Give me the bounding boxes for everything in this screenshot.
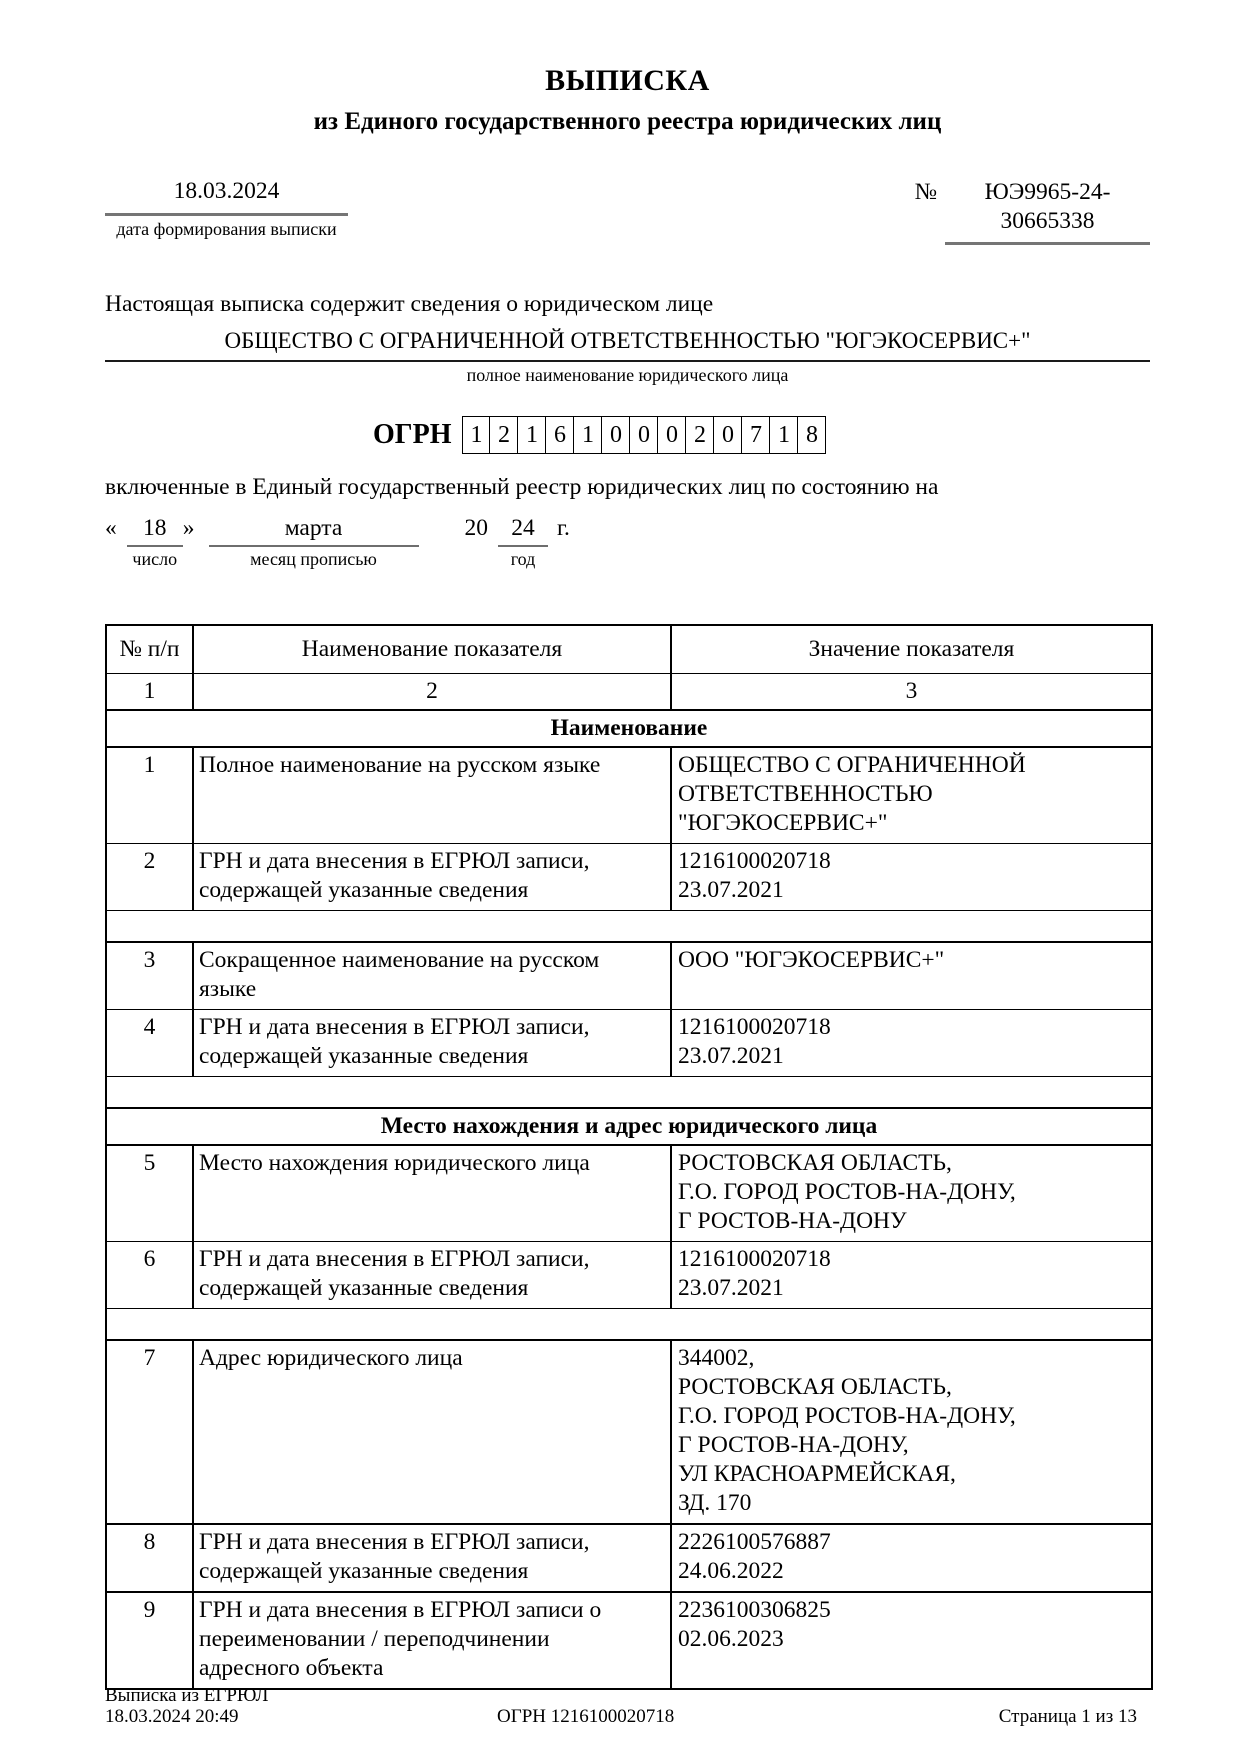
document-content: [105, 64, 1150, 1690]
spacer-cell: [106, 1309, 1152, 1341]
footer-generated-at: 18.03.2024 20:49: [105, 1706, 239, 1727]
table-spacer-row: [106, 1077, 1152, 1109]
colnum-1: 1: [106, 674, 193, 711]
row-number: 4: [106, 1010, 193, 1077]
value-line: 1216100020718: [678, 1014, 831, 1040]
as-of-year: 24: [498, 513, 548, 547]
table-row: [106, 1242, 1152, 1309]
table-row: [106, 844, 1152, 911]
ogrn-label: ОГРН: [373, 419, 452, 450]
company-name: ОБЩЕСТВО С ОГРАНИЧЕННОЙ ОТВЕТСТВЕННОСТЬЮ "ЮГЭКОСЕРВИС+": [105, 328, 1150, 362]
as-of-year-block: [498, 513, 548, 570]
table-colnum-row: [106, 674, 1152, 711]
value-line: Г.О. ГОРОД РОСТОВ-НА-ДОНУ,: [678, 1403, 1016, 1429]
value-line: 24.06.2022: [678, 1558, 784, 1584]
page-footer: [0, 1683, 1240, 1727]
company-name-caption: полное наименование юридического лица: [466, 365, 789, 385]
spacer-cell: [106, 1077, 1152, 1109]
row-label: Полное наименование на русском языке: [193, 747, 671, 844]
row-value: [671, 1524, 1152, 1592]
extract-number: [945, 178, 1150, 245]
table-section-row: [106, 1108, 1152, 1145]
as-of-year-caption: год: [510, 549, 536, 569]
table-row: [106, 1524, 1152, 1592]
intro-line: Настоящая выписка содержит сведения о юридическом лице: [105, 291, 714, 317]
value-line: 23.07.2021: [678, 1043, 784, 1069]
indicators-table-body: [106, 710, 1152, 1689]
row-number: 3: [106, 942, 193, 1010]
value-line: 23.07.2021: [678, 1275, 784, 1301]
table-row: [106, 1010, 1152, 1077]
row-value: [671, 1242, 1152, 1309]
table-row: [106, 1592, 1152, 1689]
table-row: [106, 1145, 1152, 1242]
as-of-month-block: [209, 513, 419, 570]
ogrn-digit-box: 8: [798, 416, 826, 454]
row-label: ГРН и дата внесения в ЕГРЮЛ записи, содержащей указанные сведения: [193, 1524, 671, 1592]
indicators-table: [105, 624, 1153, 1690]
row-number: 7: [106, 1340, 193, 1524]
as-of-day-caption: число: [132, 549, 178, 569]
document-subtitle: из Единого государственного реестра юридических лиц: [313, 108, 942, 135]
section-title: Место нахождения и адрес юридического лица: [106, 1108, 1152, 1145]
as-of-year-suffix: г.: [557, 515, 570, 541]
row-value: [671, 747, 1152, 844]
ogrn-digit-box: 0: [714, 416, 742, 454]
formation-date: 18.03.2024: [105, 178, 348, 216]
colnum-2: 2: [193, 674, 671, 711]
as-of-century: 20: [464, 515, 488, 541]
value-line: 02.06.2023: [678, 1626, 784, 1652]
row-label: Место нахождения юридического лица: [193, 1145, 671, 1242]
quote-close: »: [182, 515, 195, 541]
value-line: 344002,: [678, 1345, 755, 1371]
row-label: ГРН и дата внесения в ЕГРЮЛ записи, содержащей указанные сведения: [193, 844, 671, 911]
row-number: 5: [106, 1145, 193, 1242]
table-spacer-row: [106, 1309, 1152, 1341]
ogrn-digit-box: 1: [574, 416, 602, 454]
as-of-month-caption: месяц прописью: [250, 549, 377, 569]
row-number: 9: [106, 1592, 193, 1689]
value-line: 2226100576887: [678, 1529, 831, 1555]
row-number: 8: [106, 1524, 193, 1592]
included-line: включенные в Единый государственный реестр юридических лиц по состоянию на: [105, 474, 939, 500]
colnum-3: 3: [671, 674, 1152, 711]
row-number: 1: [106, 747, 193, 844]
value-line: ОТВЕТСТВЕННОСТЬЮ: [678, 781, 933, 807]
ogrn-digit-box: 0: [658, 416, 686, 454]
ogrn-digit-box: 1: [518, 416, 546, 454]
ogrn-digit-box: 6: [546, 416, 574, 454]
row-label: Адрес юридического лица: [193, 1340, 671, 1524]
as-of-month: марта: [209, 513, 419, 547]
col-header-num: № п/п: [106, 625, 193, 674]
footer-page-info: Страница 1 из 13: [998, 1706, 1137, 1727]
ogrn-digit-box: 2: [686, 416, 714, 454]
value-line: Г РОСТОВ-НА-ДОНУ,: [678, 1432, 909, 1458]
as-of-date-row: [105, 513, 1150, 570]
value-line: 23.07.2021: [678, 877, 784, 903]
table-header-row: [106, 625, 1152, 674]
table-row: [106, 1340, 1152, 1524]
value-line: Г.О. ГОРОД РОСТОВ-НА-ДОНУ,: [678, 1179, 1016, 1205]
value-line: "ЮГЭКОСЕРВИС+": [678, 810, 888, 836]
footer-doc-type: Выписка из ЕГРЮЛ: [105, 1685, 269, 1706]
row-value: [671, 1340, 1152, 1524]
extract-number-line1: ЮЭ9965-24-: [984, 179, 1111, 205]
as-of-day: 18: [127, 513, 183, 547]
row-value: [671, 942, 1152, 1010]
table-row: [106, 942, 1152, 1010]
footer-ogrn: ОГРН 1216100020718: [497, 1706, 675, 1727]
value-line: РОСТОВСКАЯ ОБЛАСТЬ,: [678, 1150, 952, 1176]
ogrn-digit-box: 0: [630, 416, 658, 454]
as-of-day-block: [127, 513, 183, 570]
ogrn-digit-box: 1: [462, 416, 490, 454]
spacer-cell: [106, 911, 1152, 943]
formation-date-block: [105, 178, 348, 240]
table-row: [106, 747, 1152, 844]
ogrn-digit-boxes: [462, 416, 826, 454]
row-label: Сокращенное наименование на русском языке: [193, 942, 671, 1010]
meta-row: [105, 178, 1150, 245]
value-line: ООО "ЮГЭКОСЕРВИС+": [678, 947, 945, 973]
document-title: ВЫПИСКА: [545, 64, 710, 97]
value-line: 2236100306825: [678, 1597, 831, 1623]
value-line: ОБЩЕСТВО С ОГРАНИЧЕННОЙ: [678, 752, 1026, 778]
row-label: ГРН и дата внесения в ЕГРЮЛ записи, содержащей указанные сведения: [193, 1010, 671, 1077]
row-label: ГРН и дата внесения в ЕГРЮЛ записи, содержащей указанные сведения: [193, 1242, 671, 1309]
value-line: 1216100020718: [678, 1246, 831, 1272]
extract-number-line2: 30665338: [1000, 208, 1095, 234]
value-line: 1216100020718: [678, 848, 831, 874]
row-value: [671, 1145, 1152, 1242]
row-number: 2: [106, 844, 193, 911]
value-line: РОСТОВСКАЯ ОБЛАСТЬ,: [678, 1374, 952, 1400]
table-spacer-row: [106, 911, 1152, 943]
row-value: [671, 1010, 1152, 1077]
ogrn-row: [373, 416, 1150, 454]
ogrn-digit-box: 7: [742, 416, 770, 454]
row-value: [671, 844, 1152, 911]
footer-left: [105, 1685, 268, 1727]
value-line: Г РОСТОВ-НА-ДОНУ: [678, 1208, 907, 1234]
extract-number-block: [915, 178, 1150, 245]
quote-open: «: [105, 515, 117, 541]
row-value: [671, 1592, 1152, 1689]
col-header-value: Значение показателя: [671, 625, 1152, 674]
ogrn-digit-box: 0: [602, 416, 630, 454]
col-header-indicator: Наименование показателя: [193, 625, 671, 674]
formation-date-caption: дата формирования выписки: [116, 219, 337, 239]
ogrn-digit-box: 2: [490, 416, 518, 454]
section-title: Наименование: [106, 710, 1152, 747]
value-line: ЗД. 170: [678, 1490, 752, 1516]
number-sign: №: [914, 179, 937, 205]
row-number: 6: [106, 1242, 193, 1309]
row-label: ГРН и дата внесения в ЕГРЮЛ записи о переименовании / переподчинении адресного объекта: [193, 1592, 671, 1689]
table-section-row: [106, 710, 1152, 747]
ogrn-digit-box: 1: [770, 416, 798, 454]
value-line: УЛ КРАСНОАРМЕЙСКАЯ,: [678, 1461, 956, 1487]
